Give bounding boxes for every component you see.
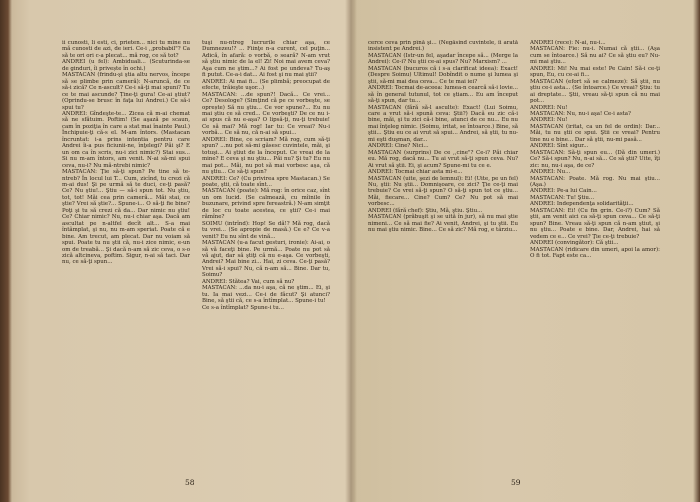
paragraph: cerce ceva prin pînă şi... (Negăsind cuvintele, îi arată insistent pe Andrei.) [368, 40, 518, 53]
paragraph: ANDREI: Ce? (Cu privirea spre Mastacan.) Se poate, ştii, că toate sînt... [202, 175, 330, 188]
paragraph: MASTACAN (prăbuşit şi se uită în jur), să nu mai ştie nimeni... Ce să mai fie? Ai venit, Andrei, şi tu ştii. Eu nu mai ştiu nimic. Bine... Ce să zic? Mă rog, e târziu... [368, 214, 518, 234]
right-column-2 [530, 40, 660, 460]
page-number-left: 58 [185, 478, 195, 487]
paragraph: MASTACAN: ...de spun?! Dacă... Ce vrei... Ce? Desologe? (Simţind că pe ce vorbeşte, se oprește) Să nu ştiu... Ce vor spune?... Eu nu mai ştiu ce să cred... Ce vorbeşti? De ce nu i-ai spus că nu e-aşa? O lipsă-ţi, nu-ţi trebuie! Ce să mai? Mă rog! Iar tu: Ce vreai? Nu-i vorbă... Ce să nu, că n-ai să spui... [202, 91, 330, 137]
paragraph: MASTACAN (iritat, ca un fel de ordin): Dar... Măi, tu nu ştii ce spui. Ştii ce vreai? Pentru tine nu e bine... Dar să ştii, nu-mi pasă... [530, 123, 660, 143]
paragraph: ANDREI (convingător): Că ştii... [530, 240, 619, 247]
paragraph: MASTACAN (fără să-l asculte): Exact! (Lui Soimu, care a vrut să-i spună ceva: Ştii?) Dacă eu zic că-i bine, măi, şi tu zici că-i bine, atunci de ce nu... Eu nu mai înţeleg nimic. (Soimu, iritat, se întoarce.) Bine, să ştii... Ştiu eu ce ai vrut să spui... Andrei, să ştii, tu nu-mi eşti duşman, dar... [368, 104, 518, 143]
paragraph: ii cunosti, li esti, ci, prieten... nici tu mine nu mă cunosti de azi, de ieri. Ce-i ,,probabil"? Ca să te ori ori c-a plecat... mă rog, ce să tot? [62, 40, 190, 59]
paragraph: ANDREI: Independenţa solidarităţii... [530, 201, 634, 208]
right-page [354, 0, 674, 502]
paragraph: MASTACAN (u-a facut gesturi, ironie): Ai-ai, o să vă faceţi bine. Pe urmă... Poate nu pot să vă ajut, dar să ştiţi că nu e-aşa. Ce vorbeşti, Andrei? Mai bine zi... Hai, zi ceva. Ce-ţi pasă? Vrei să-i spui? Nu, că n-am să... Bine. Dar tu, Soimu? [202, 240, 330, 279]
paragraph: ANDREI: Tocmai chiar asta mi-e... [368, 169, 463, 176]
paragraph: MASTACAN: Nu, nu-i aşa! Ce-i asta? [530, 110, 631, 117]
paragraph: ANDREI: Tocmai de-aceea: lumea-n cearcă să-i lovie... să în general tutunul, tot ce ştiam... Eu am început să-ţi spun, dar tu... [368, 85, 518, 105]
left-column-1 [62, 40, 190, 460]
paragraph: MASTACAN: Ţie să-ţi spun? Pe tine să te-ntreb? În locul lui T... Cum, zicînd, tu crezi că m-ai dus! Şi pe urmă să te duci, ce-ţi pasă? Ce? Nu ştiu!... Ştiu — să-i spun tot. Nu ştiu, tot, tot! Măi cea prin cameră... Măi stai, ce ştie? Vrei să ştie?... Spune-i... O să-ţi fie bine? Poţi şi tu să crezi că da... Dar nimic nu ştiu! Ce? Chiar nimic? Nu, nu-i chiar aşa. Dacă am ascultat pe n-altfel decît alt... S-a mai întâmplat, şi nu, nu m-am speriat. Poate că e bine. Am trecut, am plecat. Dar nu voiam să spui. Poate tu nu ştii că, nu-i zice nimic, e-un om de treabă... Şi dacă n-am să zic ceva, o s-o zică altcineva, poftim. Sigur, n-ai să taci. Dar nu, ce să-ţi spun... [62, 169, 190, 266]
paragraph: ANDREI: Cine? Nici... [368, 143, 429, 150]
paragraph: MASTACAN: Fie: nu-i. Numai că ştii... (Aşa cum se întoarce.) Să nu ai? Ce să ştiu eu? Nu-mi mai ştiu... [530, 46, 660, 66]
paragraph: SOIMU (intrînd): Hop! Se dă!? Mă rog, dacă tu vrei... (Se apropie de masă.) Ce e? Ce v-a venit? Eu nu sînt de vină... [202, 220, 330, 240]
left-page [44, 0, 346, 502]
paragraph: ANDREI: Mi! Nu mai este! Pe Cain! Să-i ce-ţi spun, Eu, cu ce-ai fi... [530, 65, 660, 79]
paragraph: MASTACAN: Să-ţi spun eu... (Dă din umeri.) Ce? Să-i spun? Nu, n-ai să... Ce să ştii? Uite, îţi zic: nu, nu-i aşa, de ce? [530, 149, 660, 169]
paragraph: MASTACAN (ridicare din umeri, apoi la amor): O fi tot. Fapt este ca... [530, 246, 660, 259]
paragraph: MASTACAN: Poate. Mă rog. Nu mai ştiu... (Aşa.) [530, 175, 660, 188]
paragraph: MASTACAN (Istr-un fel, aşadar începe să... (Merge la Andrei): Ce-i? Nu ştii ce-ai spus? Nu? Marxism? ... [368, 52, 518, 66]
paragraph: ANDREI: Nu! [530, 117, 568, 124]
paragraph: ANDREI: Sînt sigur... [530, 143, 589, 150]
paragraph: MASTACAN (surprins) De ce ,,cine"? Ce-i? Păi chiar eu. Mă rog, dacă nu... Tu ai vrut să-ţi spun ceva. Nu? Ai vrut să ştii. Ei, şi acum? Spune-mi tu ce e. [368, 149, 518, 169]
paragraph: ANDREI (rece): N-ai, nu-i... [530, 40, 606, 46]
left-column-2 [202, 40, 330, 460]
paragraph: ANDREI: Ai mai fi... (Se plimbă; preocupat de efecte, trăieşte uşor...) [202, 78, 330, 92]
paragraph: MASTACAN: Ei! (Cu fin grin. Ce-i?) Cum? Să ştii, am venit aici ca să-ţi spun ceva... Ce să-ţi spun? Bine. Vreau să-ţi spun că n-am ştiut, şi nu ştiu... Poate e bine. Dar, Andrei, hai să vedem ce e... Ce vrei? Ţie ce-ţi trebuie? [530, 207, 660, 240]
paragraph: tuşi nu-ntreg lucrurile chiar aşa, ce Dumnezeu!? ... Fiinţe n-a curent, cel puţin... Adică, în afară: o vorbă, o seară? N-am vrut să ştiu nimic de la el! Zi! Noi mai avem ceva? Aşa cum ne ştim...? Ai fost pe undeva? Tu-aş fi putut. Ce-a-i dat... Ai fost şi nu mai ştii? [202, 40, 330, 79]
paragraph: ANDREI (fără chef): Ştiu, Mă, ştiu. Ştiu... [368, 207, 483, 214]
paragraph: ANDREI: Stătea? Vai, cum să nu? [202, 278, 295, 285]
right-column-1 [368, 40, 518, 460]
paragraph: ANDREI (u fel): Ambiduali... (Scuturinda-se de ginduri, îi privește în ochi.) [62, 59, 190, 72]
paragraph: ANDREI: Nu... [530, 169, 571, 176]
paragraph: MASTACAN: ...da nu-i aşa, că ne ştim... Ei, şi tu. Ia mai vezi... Ce-i de făcut? Şi atunci? Bine, să ştii că, ce s-a întîmplat... Spune-i tu! [202, 285, 330, 305]
paragraph: MASTACAN (efort să se calmeze): Să ştii, nu ştiu ce-i asta... (Se întoarce.) Ce vreai? Ştiu: tu ai dreptate... Ştii, vreau să-ţi spun că nu mai pot... [530, 78, 660, 105]
paragraph: ANDREI: Bine, ce scriam? Mă rog, cum să-ţi spun? ...nu pot să-mi găsesc cuvintele, măi, şi totuşi... Ai ştiut de la început. Ce vreai de la mine? E ceva şi nu ştiu... Păi nu? Şi tu? Eu nu mai pot... Măi, nu pot să mai vorbesc aşa, că nu ştiu... Ce să-ţi spun? [202, 136, 330, 176]
paragraph: MASTACAN: Tu! Ştiu... [530, 194, 595, 201]
paragraph: ANDREI: Pe-a lui Cain... [530, 188, 597, 195]
paragraph: ANDREI: Gîndeşte-te... Zicea că m-ai chemat să ne sfătuim. Poftim! (Se aşază pe scaun, cam în poziţia în care a stat mai înainte Paul.) Închipuie-ţi că-s el. M-am întors. (Mastacan încruntat: i-a prins intentia pentru care Andrei îi-a pus ficiunii-ne, înţelegi? Păi şi? E un om ca în scris, nu-i zici nimic?) Stai sus... Si nu m-am întors, am venit. N-ai să-mi spui ceva, nu-i? Nu mă-ntrebi nimic? [62, 110, 190, 169]
paragraph: MASTACAN (bucuros că i s-a clarificat ideea): Exact! (Despre Soimu) Ultimul! Dobîndit o nume şi lumea şi ştii, să-mi mai dea ceva... Ce te mai iei? [368, 65, 518, 85]
paragraph: ANDREI: Nu! [530, 104, 568, 111]
paragraph: MASTACAN (frindu-şi ştia altu nervos, începe să se plimbe prin cameră): N-aruncă, de ce să-i zică? Ce n-ascult? Ce-i să-ţi mai spuni? Tu ce te mai ascunde? Ține-ţi gura! Ce-ai ştiut? (Oprindu-se brusc în faţa lui Andrei.) Ce să-i spui tu? [62, 72, 190, 111]
paragraph: MASTACAN (poate): Mă rog: în orice caz, sînt un om lucid. (Se calmează, cu mîinile în buzunare, privind spre fereastră.) N-am simţit de loc cu toate acestea, ce ştii? Ce-i mai rămîne? [202, 188, 330, 221]
paragraph: MASTACAN (uite, şezi de lemnul): Ei! (Uite, pe un fel) Nu, ştii: Nu ştii... Domnişoare, ce zici? Ţie ce-ţi mai trebuie? Ce vrei să-ţi spun? O să-ţi spun tot ce ştiu... Măi, fiecare... Cine? Cum? Ce? Nu pot să mai vorbesc... [368, 175, 518, 208]
paragraph: Ce s-a întîmplat? Spune-i tu... [202, 304, 284, 311]
page-number-right: 59 [511, 478, 521, 487]
